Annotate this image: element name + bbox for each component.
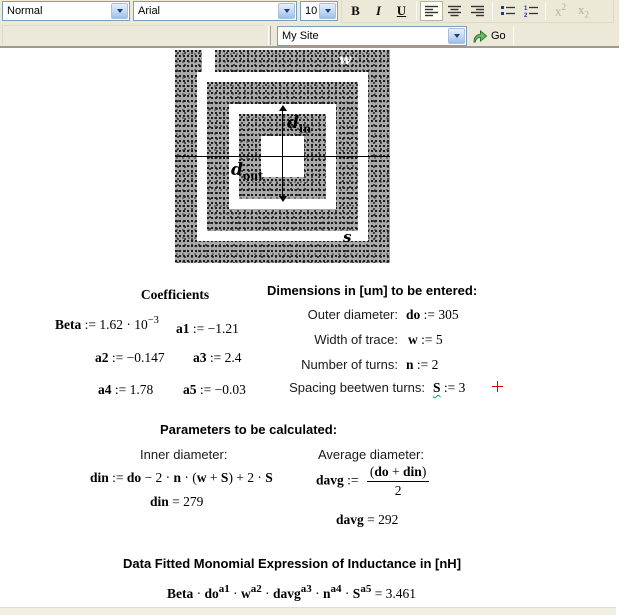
toolbar-separator	[416, 2, 417, 20]
toolbar-separator	[492, 2, 493, 20]
align-left-icon	[425, 5, 438, 17]
resources-combo-value: My Site	[282, 30, 319, 42]
numbered-list-button[interactable]	[519, 1, 542, 21]
dimensions-title: Dimensions in [um] to be entered:	[267, 283, 478, 298]
underline-label: U	[396, 3, 407, 18]
toolbar-separator	[545, 2, 546, 20]
style-combo-value: Normal	[7, 5, 43, 17]
din-arrow-line	[282, 110, 283, 156]
align-center-icon	[448, 5, 461, 17]
math-region-a5[interactable]: a5 := −0.03	[183, 382, 246, 397]
math-region-do[interactable]: do := 305	[406, 307, 459, 322]
empty-toolbar-area	[2, 25, 264, 45]
math-region-a4[interactable]: a4 := 1.78	[98, 382, 154, 397]
math-region-a1[interactable]: a1 := −1.21	[176, 321, 239, 336]
bullet-list-icon	[501, 5, 515, 17]
math-region-din-formula[interactable]: din := do − 2 · n · (w + S) + 2 · S	[90, 470, 273, 485]
go-label: Go	[491, 30, 506, 42]
bold-button[interactable]	[344, 1, 367, 21]
crosshair-cursor	[492, 381, 503, 392]
svg-text:1: 1	[523, 6, 527, 12]
go-arrow-icon	[472, 29, 488, 44]
inductance-title: Data Fitted Monomial Expression of Inductance in [nH]	[123, 556, 462, 571]
bottom-strip	[0, 607, 616, 615]
math-region-monomial[interactable]: Beta · $do^{a1} \cdot w^{a2}$ · davg$^{a3}$ · $n^{a4} \cdot S^{a5} = 3.461$	[167, 583, 417, 601]
bullet-list-button[interactable]	[496, 1, 519, 21]
toolbar-separator	[513, 26, 514, 45]
din-label: $d_{in}$	[287, 113, 312, 136]
math-region-n[interactable]: n := 2	[406, 357, 439, 372]
formatting-toolbar	[0, 0, 619, 23]
math-region-beta[interactable]: Beta := $1.62 \cdot 10^{-3}$	[55, 315, 159, 332]
math-region-a2[interactable]: a2 := −0.147	[95, 350, 165, 365]
dout-arrowhead-icon	[279, 196, 287, 202]
math-region-w[interactable]: w := 5	[408, 332, 443, 347]
spacing-between-turns-label: Spacing beetwen turns:	[289, 380, 425, 395]
inner-diameter-label: Inner diameter:	[140, 447, 228, 462]
italic-label: I	[375, 3, 382, 18]
width-of-trace-label: Width of trace:	[314, 332, 398, 347]
subscript-button	[572, 1, 595, 21]
underline-button[interactable]	[390, 1, 413, 21]
align-center-button[interactable]	[443, 1, 466, 21]
math-region-din-result[interactable]: din = 279	[150, 494, 204, 509]
resources-combo[interactable]	[277, 26, 467, 46]
spiral-gap	[202, 50, 215, 72]
svg-text:2: 2	[523, 13, 527, 17]
outer-diameter-label: Outer diameter:	[307, 307, 398, 322]
chevron-down-icon[interactable]	[278, 3, 295, 19]
number-of-turns-label: Number of turns:	[301, 357, 398, 372]
format-buttons-panel	[341, 0, 614, 23]
font-combo-value: Arial	[138, 5, 161, 17]
align-left-button[interactable]	[420, 1, 443, 21]
math-region-a3[interactable]: a3 := 2.4	[193, 350, 242, 365]
worksheet[interactable]	[0, 50, 619, 607]
font-size-combo-value: 10	[305, 5, 318, 17]
subscript-label: $x_2$	[578, 2, 589, 20]
align-right-button[interactable]	[466, 1, 489, 21]
font-size-combo[interactable]	[300, 1, 338, 21]
dout-label: $d_{out}$	[231, 160, 264, 183]
chevron-down-icon[interactable]	[111, 3, 128, 19]
math-region-davg-formula[interactable]: davg := $\frac{\text{(do + din)}}{2}$	[316, 464, 429, 499]
italic-button[interactable]	[367, 1, 390, 21]
resources-toolbar	[0, 23, 619, 48]
style-combo[interactable]	[2, 1, 130, 21]
dout-arrow-line	[282, 157, 283, 197]
numbered-list-icon	[524, 5, 538, 17]
math-region-s[interactable]: S := 3	[433, 380, 466, 395]
bold-label: B	[351, 3, 360, 18]
font-combo[interactable]	[133, 1, 297, 21]
go-button[interactable]	[472, 26, 506, 46]
coefficients-title: Coefficients	[140, 287, 210, 302]
toolbar-grip[interactable]	[268, 26, 271, 45]
align-right-icon	[471, 5, 484, 17]
spacing-label: s	[343, 228, 352, 246]
superscript-label: $x^2$	[555, 2, 566, 19]
average-diameter-label: Average diameter:	[318, 447, 424, 462]
parameters-title: Parameters to be calculated:	[160, 422, 338, 437]
math-region-davg-result[interactable]: davg = 292	[336, 512, 399, 527]
superscript-button	[549, 1, 572, 21]
inductor-diagram[interactable]	[175, 50, 390, 263]
chevron-down-icon[interactable]	[319, 3, 336, 19]
din-arrowhead-icon	[279, 105, 287, 111]
width-label: w	[339, 52, 352, 68]
chevron-down-icon[interactable]	[448, 28, 465, 44]
